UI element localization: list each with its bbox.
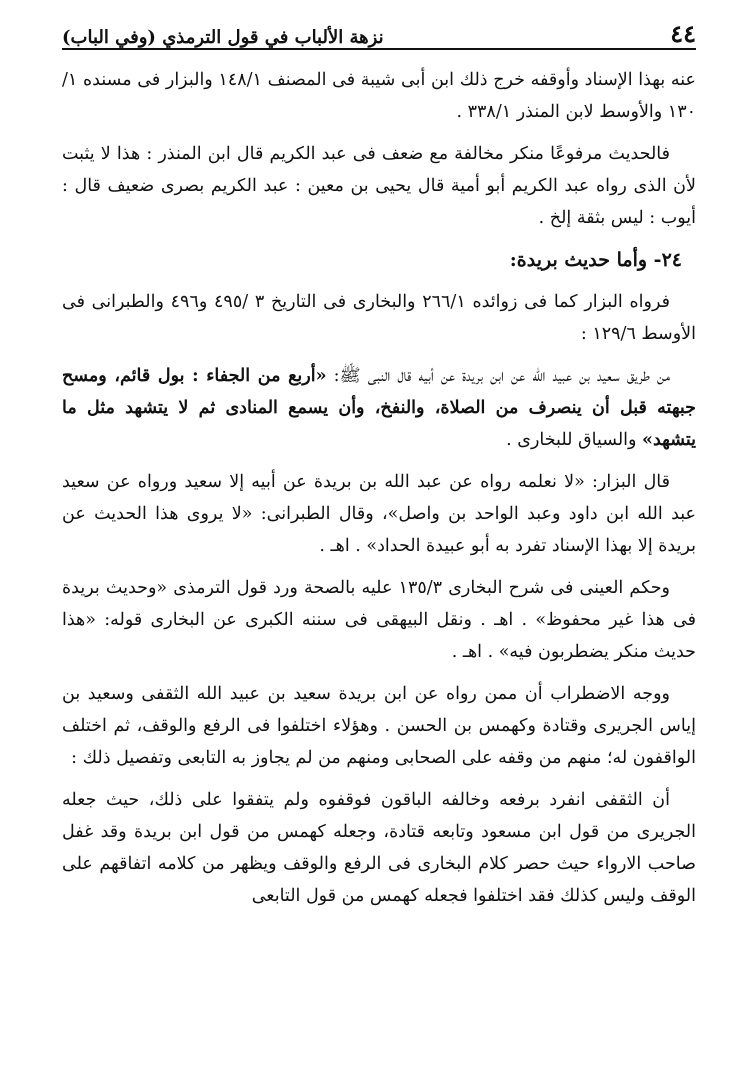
hadith-paragraph (62, 360, 696, 456)
paragraph: وحكم العينى فى شرح البخارى ١٣٥/٣ عليه بالصحة ورد قول الترمذى «وحديث بريدة فى هذا غير محفوظ» . اهـ . ونقل البيهقى فى سننه الكبرى عن البخارى قوله: «هذا حديث منكر يضطربون فيه» . اهـ . (62, 578, 696, 662)
page-number: ٤٤ (670, 19, 696, 48)
page-body (62, 64, 696, 912)
section-heading: ٢٤- وأما حديث بريدة: (509, 249, 682, 271)
hadith-intro: من طريق سعيد بن عبيد الله عن ابن بريدة عن أبيه قال النبى ﷺ: (326, 366, 670, 386)
paragraph: فرواه البزار كما فى زوائده ٢٦٦/١ والبخارى فى التاريخ ٣ /٤٩٥ و٤٩٦ والطبرانى فى الأوسط ١٢٩/٦ : (62, 292, 696, 344)
running-title: نزهة الألباب في قول الترمذي (وفي الباب) (62, 27, 384, 48)
paragraph: ووجه الاضطراب أن ممن رواه عن ابن بريدة سعيد بن عبيد الله الثقفى وسعيد بن إياس الجريرى وقتادة وكهمس بن الحسن . وهؤلاء اختلفوا فى الرفع والوقف، ثم اختلف الواقفون له؛ منهم من وقفه على الصحابى ومنهم من لم يجاوز به التابعى وتفصيل ذلك : (62, 684, 696, 768)
hadith-text: «أربع من الجفاء : بول قائم، ومسح جبهته قبل أن ينصرف من الصلاة، والنفخ، وأن يسمع المنادى ثم لا يتشهد مثل ما يتشهد» (62, 366, 696, 450)
paragraph: قال البزار: «لا نعلمه رواه عن عبد الله بن بريدة عن أبيه إلا سعيد ورواه عن سعيد عبد الله ابن داود وعبد الواحد بن واصل»، وقال الطبرانى: «لا يروى هذا الحديث عن بريدة إلا بهذا الإسناد تفرد به أبو عبيدة الحداد» . اهـ . (62, 472, 696, 556)
hadith-note: والسياق للبخارى . (506, 430, 643, 450)
paragraph: أن الثقفى انفرد برفعه وخالفه الباقون فوقفوه ولم يتفقوا على ذلك، حيث جعله الجريرى من قول ابن مسعود وتابعه قتادة، وجعله كهمس من قول ابن بريدة وقد غفل صاحب الارواء حيث حصر كلام البخارى فى الرفع والوقف ويظهر من كلامه اتفاقهم على الوقف وليس كذلك فقد اختلفوا فجعله كهمس من قول التابعى (62, 790, 696, 906)
page-header (62, 14, 696, 50)
paragraph: فالحديث مرفوعًا منكر مخالفة مع ضعف فى عبد الكريم قال ابن المنذر : هذا لا يثبت لأن الذى رواه عبد الكريم أبو أمية قال يحيى بن معين : عبد الكريم بصرى ضعيف قال : أيوب : ليس بثقة إلخ . (62, 144, 696, 228)
paragraph: عنه بهذا الإسناد وأوقفه خرج ذلك ابن أبى شيبة فى المصنف ١٤٨/١ والبزار فى مسنده ١/ ١٣٠ والأوسط لابن المنذر ٣٣٨/١ . (62, 70, 697, 122)
